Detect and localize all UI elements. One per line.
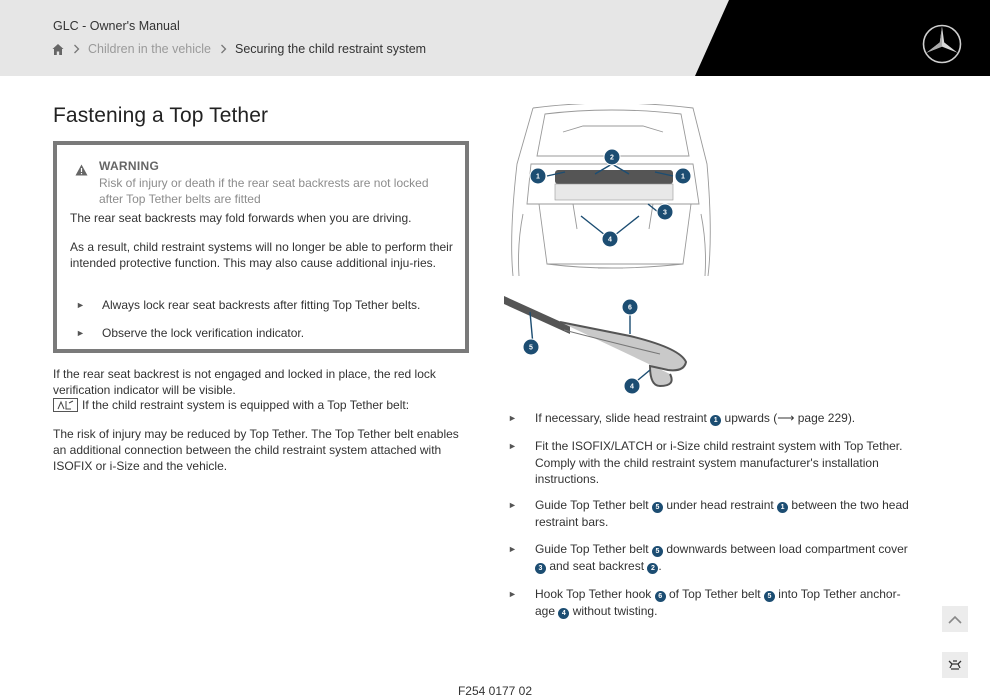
body-paragraph: If the rear seat backrest is not engaged and locked in place, the red lock verification indicator will be visible.: [53, 367, 436, 397]
instruction-step: [508, 586, 920, 619]
callout-badge: 6: [655, 591, 666, 602]
warning-bullet-text: Always lock rear seat backrests after fitting Top Tether belts.: [102, 298, 421, 312]
warning-bullet: [76, 326, 304, 340]
callout-1: 1: [536, 173, 540, 181]
bullet-arrow-icon: ►: [508, 500, 517, 510]
warning-subheading: Risk of injury or death if the rear seat backrests are not locked after Top Tether belts are fitted: [99, 176, 429, 206]
step-text: Guide Top Tether belt 5 under head restraint 1 between the two head restraint bars.: [535, 498, 909, 529]
mercedes-star-logo[interactable]: [921, 23, 963, 65]
callout-badge: 1: [710, 415, 721, 426]
vehicle-icon: [947, 659, 963, 671]
page-title: Fastening a Top Tether: [53, 104, 269, 127]
figure-code: F254 0177 02: [457, 684, 533, 698]
breadcrumb: [52, 42, 426, 56]
bullet-arrow-icon: ►: [508, 544, 517, 554]
callout-4: 4: [608, 236, 612, 244]
page-link[interactable]: upwards (⟶ page 229).: [721, 411, 856, 425]
breadcrumb-item-current: Securing the child restraint system: [235, 42, 427, 56]
vehicle-interior-illustration: [503, 104, 718, 279]
callout-badge: 3: [535, 563, 546, 574]
callout-badge: 2: [647, 563, 658, 574]
body-paragraph: The risk of injury may be reduced by Top Tether. The Top Tether belt enables an additional connection between the child restraint system attached with ISOFIX or i-Size and the vehicle.: [53, 427, 459, 473]
bullet-arrow-icon: ►: [508, 413, 517, 423]
bullet-arrow-icon: ►: [76, 300, 85, 310]
header-bar: [0, 0, 990, 76]
callout-3: 3: [663, 209, 667, 217]
warning-box: [53, 141, 469, 353]
callout-5: 5: [529, 344, 533, 352]
callout-badge: 5: [652, 502, 663, 513]
chevron-right-icon: [211, 44, 235, 54]
step-text: If necessary, slide head restraint 1 upwards (⟶ page 229).: [535, 411, 856, 425]
tether-note-text: If the child restraint system is equipped with a Top Tether belt:: [82, 398, 410, 412]
instruction-step: [508, 438, 920, 488]
step-text: Guide Top Tether belt 5 downwards between load compartment cover 3 and seat backrest 2 .: [535, 542, 908, 573]
step-text: Fit the ISOFIX/LATCH or i-Size child restraint system with Top Tether. Comply with the child restraint system manufacturer's installation instructions.: [535, 439, 903, 486]
warning-paragraph: The rear seat backrests may fold forwards when you are driving.: [70, 211, 412, 225]
warning-heading: WARNING: [99, 159, 160, 173]
callout-1: 1: [681, 173, 685, 181]
breadcrumb-item-children[interactable]: Children in the vehicle: [88, 42, 211, 56]
instruction-step: [508, 497, 920, 530]
scroll-to-top-button[interactable]: [942, 606, 968, 632]
instruction-step: [508, 541, 920, 574]
chevron-right-icon: [64, 44, 88, 54]
chevron-up-icon: [948, 615, 962, 624]
bullet-arrow-icon: ►: [508, 589, 517, 599]
callout-badge: 4: [558, 608, 569, 619]
app-title: GLC - Owner's Manual: [53, 19, 180, 33]
vehicle-button[interactable]: [942, 652, 968, 678]
warning-paragraph: As a result, child restraint systems will no longer be able to perform their intended protective function. This may also cause additional inju-ries.: [70, 240, 453, 270]
warning-bullet-text: Observe the lock verification indicator.: [102, 326, 305, 340]
callout-4: 4: [630, 383, 634, 391]
step-text: Hook Top Tether hook 6 of Top Tether belt 5 into Top Tether anchor-age 4 without twisting.: [535, 587, 901, 618]
callout-badge: 5: [764, 591, 775, 602]
warning-triangle-icon: [75, 164, 88, 176]
bullet-arrow-icon: ►: [76, 328, 85, 338]
home-icon[interactable]: [52, 43, 64, 56]
header-black-panel: [0, 0, 990, 76]
tether-note: [53, 398, 409, 412]
callout-2: 2: [610, 154, 614, 162]
callout-6: 6: [628, 304, 632, 312]
callout-badge: 5: [652, 546, 663, 557]
tether-hook-illustration: [500, 290, 700, 400]
callout-badge: 1: [777, 502, 788, 513]
warning-bullet: [76, 298, 420, 312]
bullet-arrow-icon: ►: [508, 441, 517, 451]
instruction-step: [508, 410, 920, 427]
child-seat-tether-icon: [53, 398, 78, 412]
